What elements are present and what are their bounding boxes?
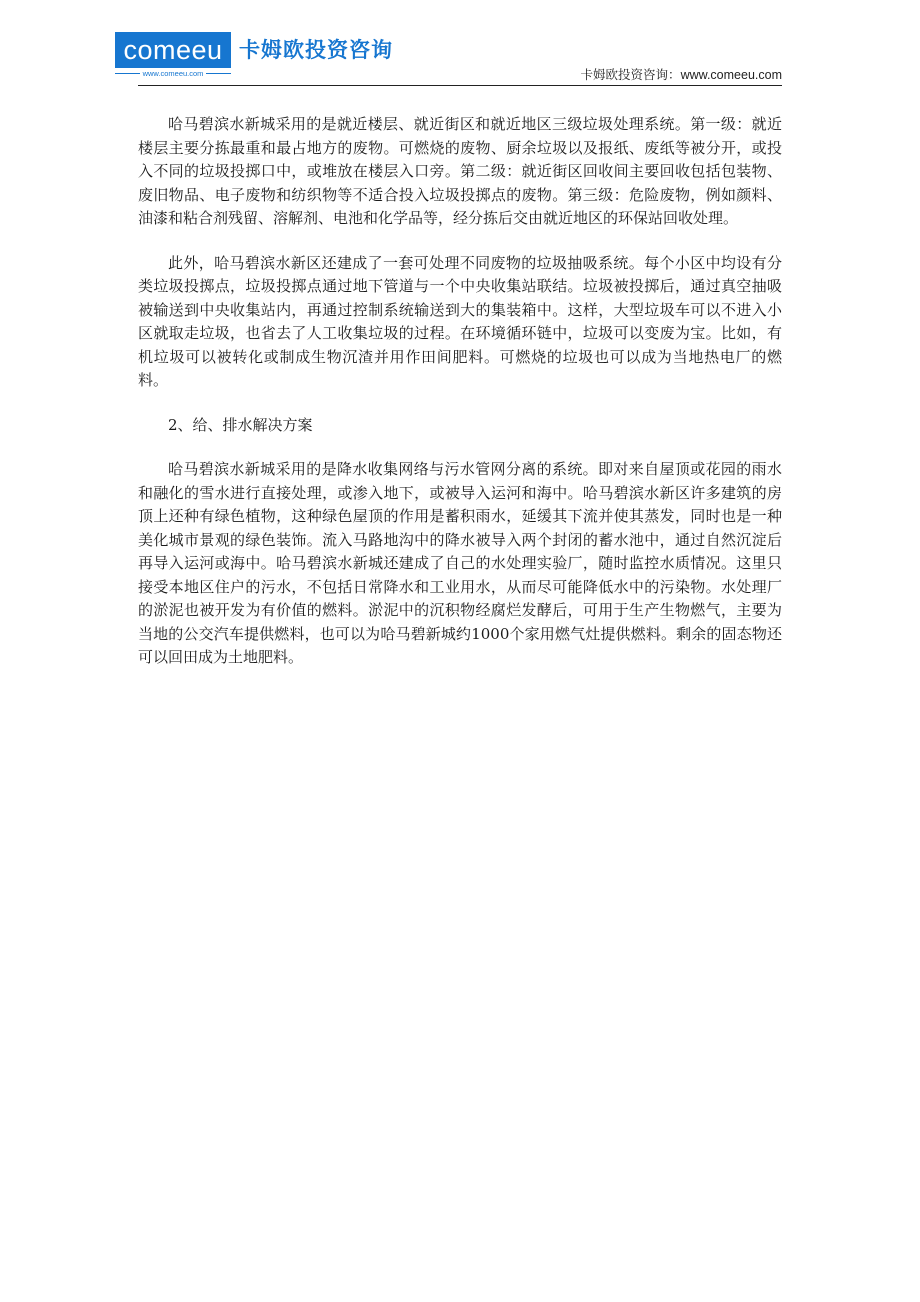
logo-url-text: www.comeeu.com: [142, 69, 204, 78]
header-site-info: [581, 67, 782, 83]
logo-url-line: [115, 69, 231, 78]
logo-divider-left: [115, 73, 140, 74]
header-site-link[interactable]: www.comeeu.com: [680, 68, 782, 82]
company-logo: [115, 32, 393, 82]
paragraph-waste-system: 哈马碧滨水新城采用的是就近楼层、就近街区和就近地区三级垃圾处理系统。第一级：就近楼层主要分拣最重和最占地方的废物。可燃烧的废物、厨余垃圾以及报纸、废纸等被分开，或投入不同的垃圾投掷口中，或堆放在楼层入口旁。第二级：就近街区回收间主要回收包括包装物、废旧物品、电子废物和纺织物等不适合投入垃圾投掷点的废物。第三级：危险废物，例如颜料、油漆和粘合剂残留、溶解剂、电池和化学品等，经分拣后交由就近地区的环保站回收处理。: [138, 115, 782, 227]
paragraph-suction-system: 此外，哈马碧滨水新区还建成了一套可处理不同废物的垃圾抽吸系统。每个小区中均设有分类垃圾投掷点，垃圾投掷点通过地下管道与一个中央收集站联结。垃圾被投掷后，通过真空抽吸被输送到中央收集站内，再通过控制系统输送到大的集装箱中。这样，大型垃圾车可以不进入小区就取走垃圾，也省去了人工收集垃圾的过程。在环境循环链中，垃圾可以变废为宝。比如，有机垃圾可以被转化或制成生物沉渣并用作田间肥料。可燃烧的垃圾也可以成为当地热电厂的燃料。: [138, 253, 782, 389]
paragraph-water-solution: 哈马碧滨水新城采用的是降水收集网络与污水管网分离的系统。即对来自屋顶或花园的雨水和融化的雪水进行直接处理，或渗入地下，或被导入运河和海中。哈马碧滨水新区许多建筑的房顶上还种有绿色植物，这种绿色屋顶的作用是蓄积雨水，延缓其下流并使其蒸发，同时也是一种美化城市景观的绿色装饰。流入马路地沟中的降水被导入两个封闭的蓄水池中，通过自然沉淀后再导入运河或海中。哈马碧滨水新城还建成了自己的水处理实验厂，随时监控水质情况。这里只接受本地区住户的污水，不包括日常降水和工业用水，从而尽可能降低水中的污染物。水处理厂的淤泥也被开发为有价值的燃料。淤泥中的沉积物经腐烂发酵后，可用于生产生物燃气，主要为当地的公交汽车提供燃料，也可以为哈马碧新城约1000个家用燃气灶提供燃料。剩余的固态物还可以回田成为土地肥料。: [138, 460, 782, 666]
header-site-label: 卡姆欧投资咨询：: [580, 67, 681, 82]
logo-wordmark: comeeu: [115, 32, 231, 68]
logo-divider-right: [206, 73, 231, 74]
logo-chinese-name: 卡姆欧投资咨询: [239, 38, 393, 62]
section-heading: 2、给、排水解决方案: [168, 415, 313, 434]
header-divider: [138, 85, 782, 86]
document-body: [138, 113, 782, 691]
